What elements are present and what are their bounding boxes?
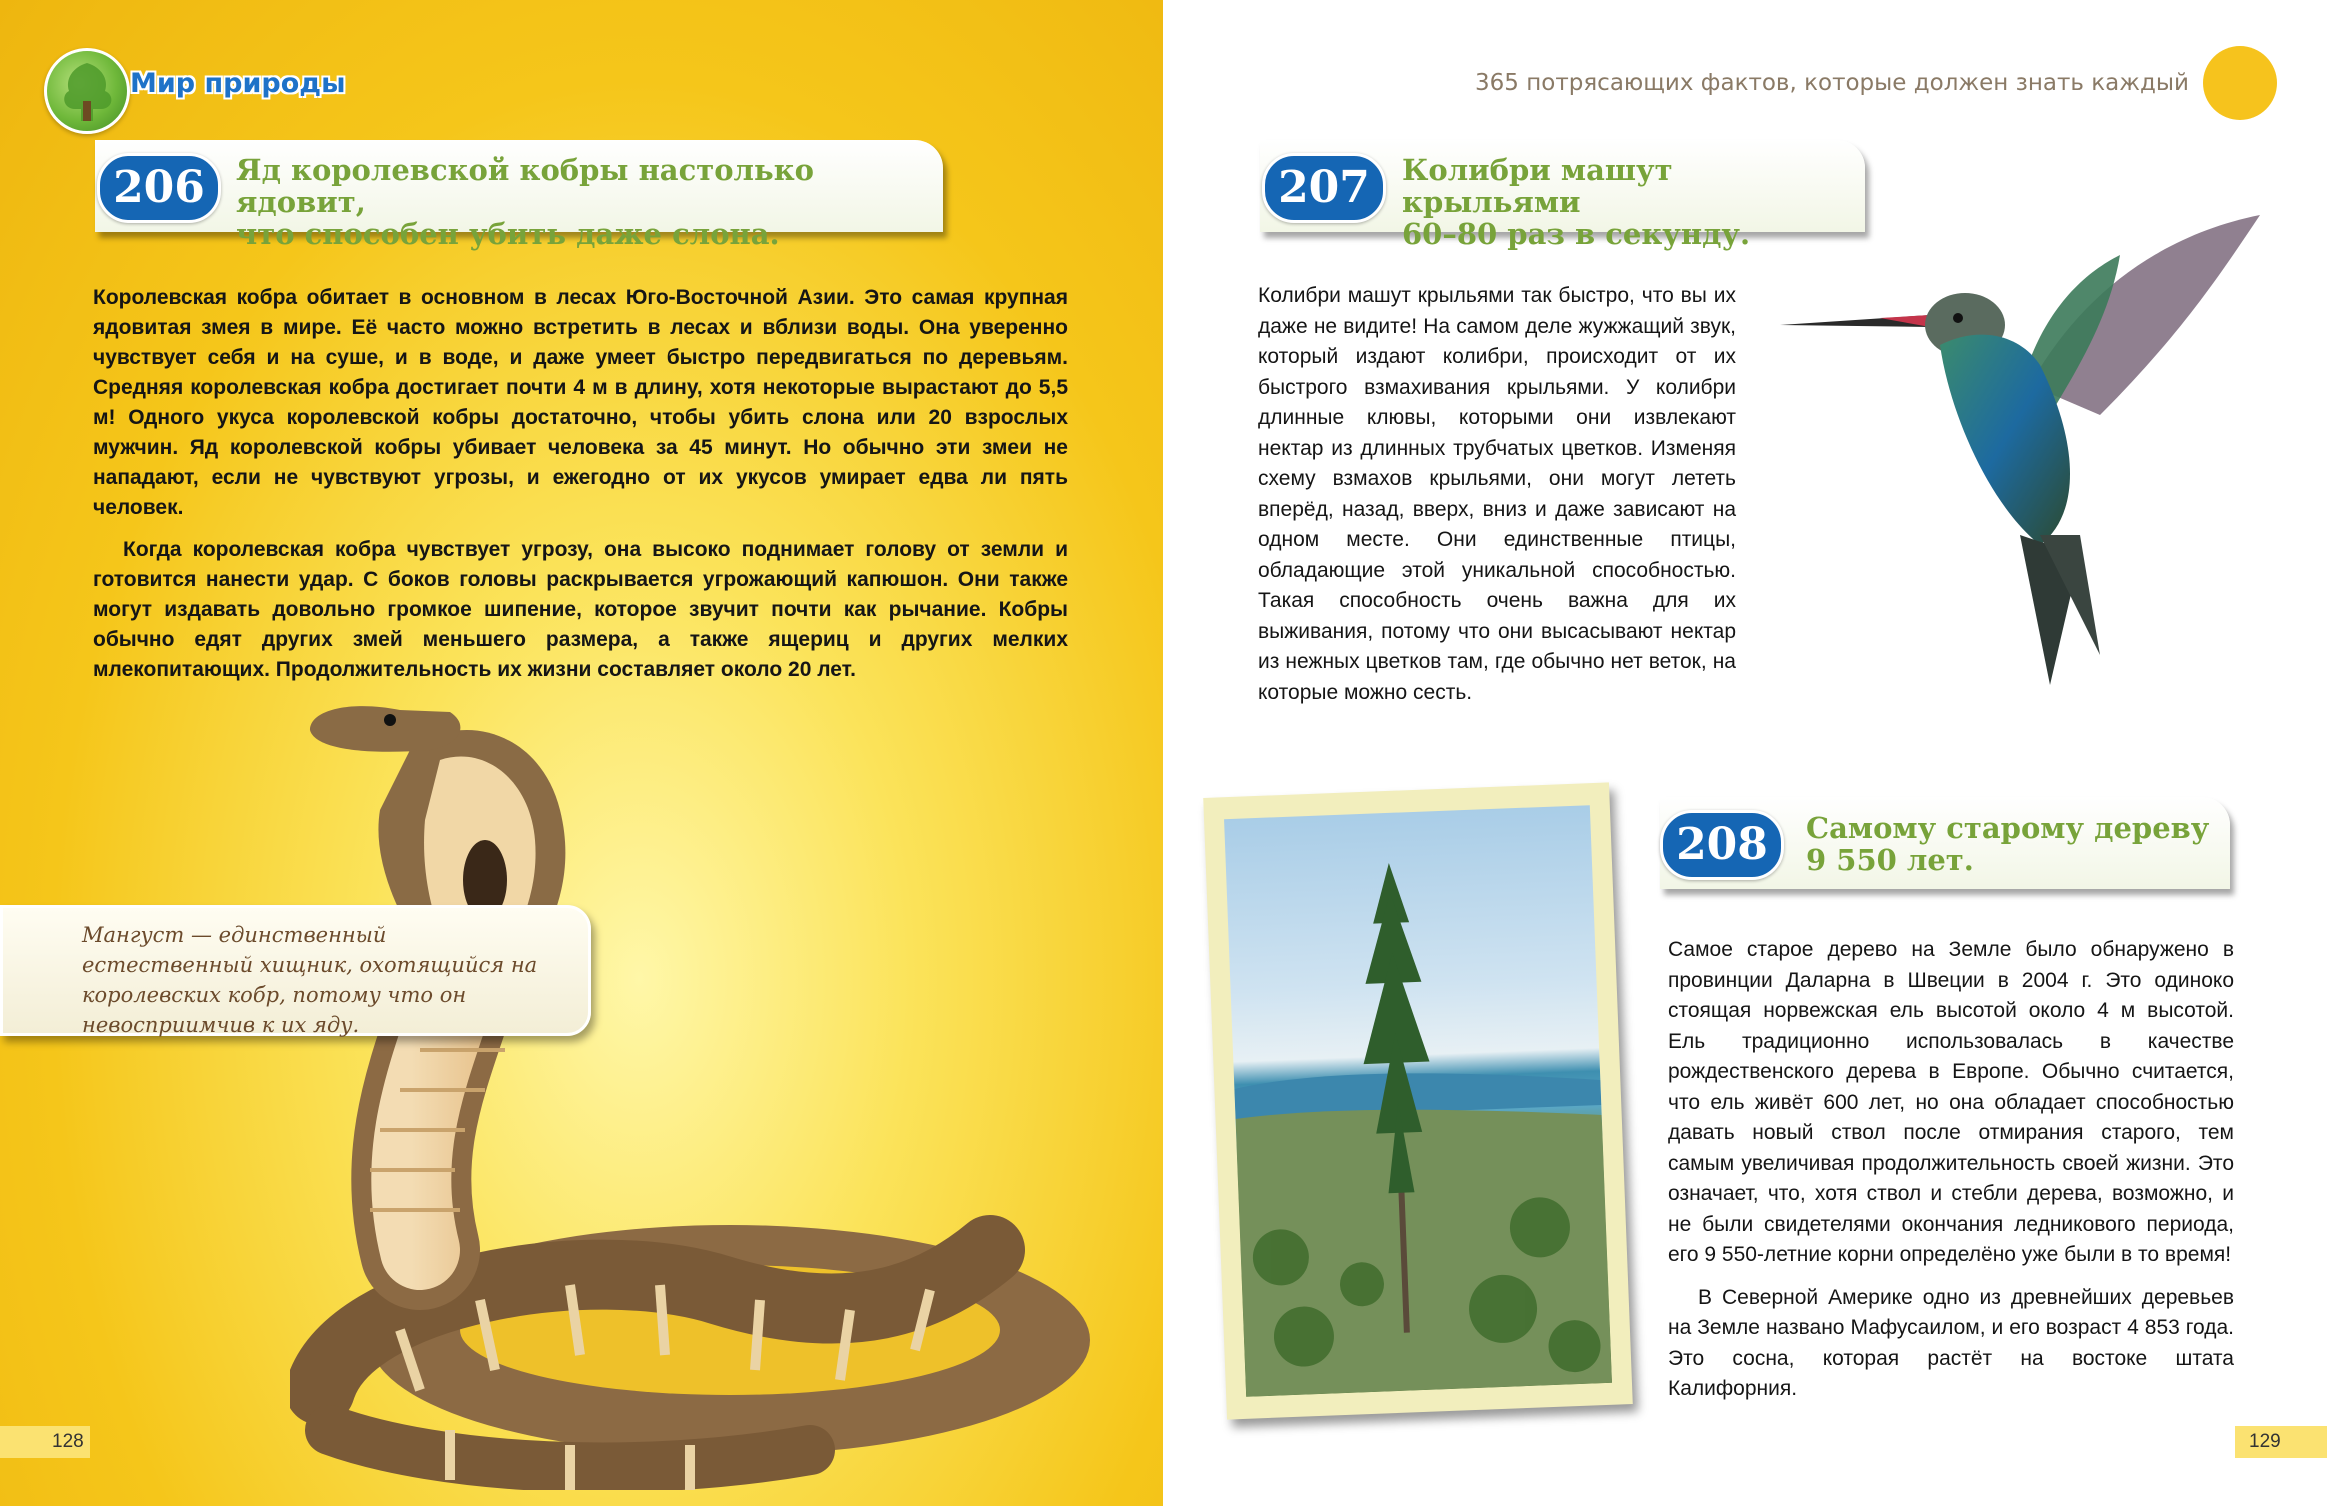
fact-206-title-line1: Яд королевской кобры настолько ядовит,	[236, 153, 814, 219]
old-spruce-photo	[1224, 805, 1612, 1397]
fact-207-body	[1258, 281, 1736, 708]
king-cobra-illustration	[290, 690, 1110, 1490]
tree-logo-icon	[44, 48, 130, 134]
fact-208-title-line1: Самому старому дереву	[1806, 811, 2210, 845]
yellow-circle-icon	[2203, 46, 2277, 120]
fact-208-paragraph-2: В Северной Америке одно из древнейших деревьев на Земле названо Мафусаилом, и его возраст 4 853 года. Это сосна, которая растёт на востоке штата Калифорния.	[1668, 1285, 2234, 1400]
page-number-left	[0, 1426, 90, 1458]
fact-206-title	[236, 154, 926, 250]
fact-208-paragraph-1: Самое старое дерево на Земле было обнаружено в провинции Даларна в Швеции в 2004 г. Это одиноко стоящая норвежская ель высотой около 4 м высотой. Ель традиционно использовалась в качестве рождественского дерева в Европе. Обычно считается, что ель живёт 600 лет, но она обладает способностью давать новый ствол после отмирания старого, тем самым увеличивая продолжительность своей жизни. Это означает, что, хотя ствол и стебли дерева, возможно, и не были свидетелями окончания ледникового периода, его 9 550-летние корни определёнo уже были в то время!	[1668, 938, 2234, 1266]
page-number-right	[2235, 1426, 2327, 1458]
series-title: Мир природы	[130, 68, 346, 99]
mongoose-note: Мангуст — единственный естественный хищник, охотящийся на королевских кобр, потому что он невосприимчив к их яду.	[82, 923, 538, 1037]
fact-208-body	[1668, 935, 2234, 1405]
fact-206-body	[93, 283, 1068, 685]
fact-206-paragraph-2: Когда королевская кобра чувствует угрозу, она высоко поднимает голову от земли и готовится нанести удар. С боков головы раскрывается угрожающий капюшон. Они также могут издавать довольно громкое шипение, которое звучит почти как рычание. Кобры обычно едят других змей меньшего размера, а также ящериц и других мелких млекопитающих. Продолжительность их жизни составляет около 20 лет.	[93, 538, 1068, 681]
hummingbird-illustration	[1780, 215, 2280, 695]
old-spruce-photo-frame	[1203, 782, 1633, 1419]
fact-206-paragraph-1: Королевская кобра обитает в основном в лесах Юго-Восточной Азии. Это самая крупная ядовитая змея в мире. Её часто можно встретить в лесах и вблизи воды. Она уверенно чувствует себя и на суше, и в воде, и даже умеет быстро передвигаться по деревьям. Средняя королевская кобра достигает почти 4 м в длину, хотя некоторые вырастают до 5,5 м! Одного укуса королевской кобры достаточно, чтобы убить слона или 20 взрослых мужчин. Яд королевской кобры убивает человека за 45 минут. Но обычно эти змеи не нападают, если не чувствуют угрозы, и ежегодно от их укусов умирает едва ли пять человек.	[93, 286, 1068, 519]
page-number-left-label: 128	[52, 1431, 84, 1452]
fact-207-number: 207	[1262, 153, 1386, 223]
fact-207-title-line2: 60–80 раз в секунду.	[1402, 217, 1751, 251]
page-number-right-label: 129	[2249, 1431, 2281, 1452]
fact-206-number: 206	[97, 153, 221, 223]
fact-208-number: 208	[1660, 810, 1784, 880]
fact-207-title-line1: Колибри машут крыльями	[1402, 153, 1673, 219]
fact-208-title	[1806, 812, 2226, 876]
fact-207-paragraph-1: Колибри машут крыльями так быстро, что вы их даже не видите! На самом деле жужжащий звук, который издают колибри, происходит от их быстрого взмахивания крыльями. У колибри длинные клювы, которыми они извлекают нектар из длинных трубчатых цветков. Изменяя схему взмахов крыльями, они могут лететь вперёд, назад, вверх, вниз и даже зависают на одном месте. Они единственные птицы, обладающие этой уникальной способностью. Такая способность очень важна для их выживания, потому что они высасывают нектар из нежных цветков там, где обычно нет веток, на которые можно сесть.	[1258, 284, 1736, 704]
fact-208-title-line2: 9 550 лет.	[1806, 843, 1974, 877]
left-page	[0, 0, 1163, 1506]
book-title: 365 потрясающих фактов, которые должен знать каждый	[1475, 70, 2189, 96]
fact-206-title-line2: что способен убить даже слона.	[236, 217, 780, 251]
